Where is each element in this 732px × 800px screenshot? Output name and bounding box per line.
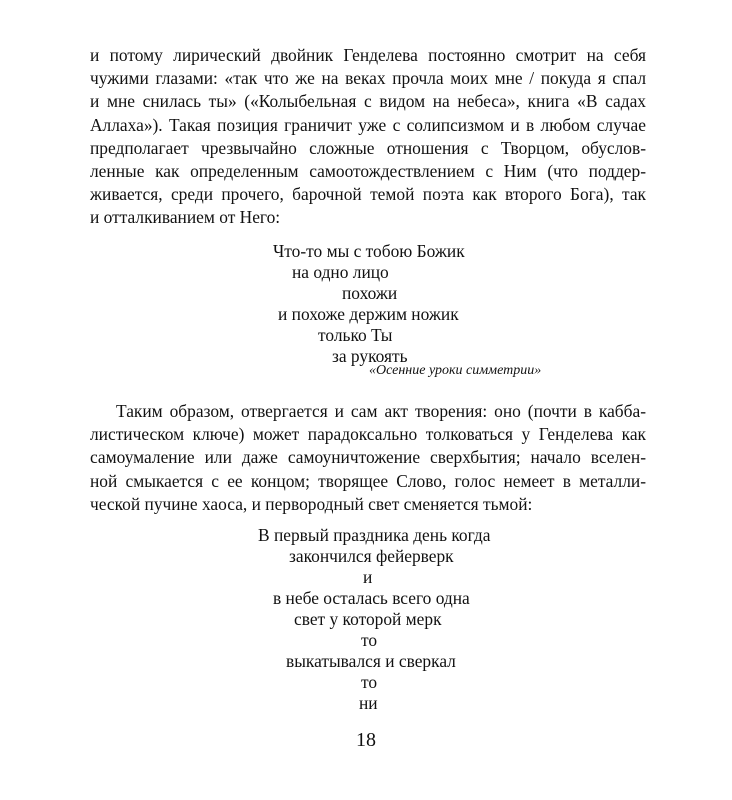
poem-attribution: «Осенние уроки симметрии» xyxy=(369,363,542,378)
verse-line: и xyxy=(363,567,373,587)
verse-line: свет у которой мерк xyxy=(294,609,442,629)
text-line: ческой пучине хаоса, и первородный свет сменяется тьмой: xyxy=(90,493,533,514)
verse-line: то xyxy=(361,672,378,692)
verse-line: то xyxy=(361,630,378,650)
verse-line: выкатывался и сверкал xyxy=(286,651,456,671)
text-line: и потому лирический двойник Генделева постоянно смотрит на себя xyxy=(90,45,646,65)
text-line: самоумаление или даже самоуничтожение сверхбытия; начало вселен- xyxy=(90,447,646,468)
verse-line: ни xyxy=(359,693,378,713)
verse-line: закончился фейерверк xyxy=(289,546,454,566)
text-line: Таким образом, отвергается и сам акт творения: оно (почти в кабба- xyxy=(116,401,646,421)
text-line: ленные как определенным самоотождествлением с Ним (что поддер- xyxy=(90,161,646,182)
verse-line: на одно лицо xyxy=(292,262,389,282)
text-line: и мне снилась ты» («Колыбельная с видом на небеса», книга «В садах xyxy=(90,91,646,112)
paragraph-2 xyxy=(90,400,646,516)
verse-line: в небе осталась всего одна xyxy=(273,588,470,608)
verse-line: В первый праздника день когда xyxy=(258,525,491,545)
paragraph-1 xyxy=(90,44,646,230)
verse-line: Что-то мы с тобою Божик xyxy=(273,241,465,261)
verse-line: похожи xyxy=(342,283,398,303)
text-line: предполагает чрезвычайно сложные отношения с Творцом, обуслов- xyxy=(90,137,646,158)
text-line: живается, среди прочего, барочной темой поэта как второго Бога), так xyxy=(90,184,646,205)
text-line: и отталкиванием от Него: xyxy=(90,207,281,228)
verse-line: за рукоять xyxy=(332,346,408,366)
verse-line: и похоже держим ножик xyxy=(278,304,459,324)
verse-line: только Ты xyxy=(318,325,393,345)
text-line: ной смыкается с ее концом; творящее Слово, голос немеет в металли- xyxy=(90,470,646,491)
page-number: 18 xyxy=(356,729,376,751)
text-line: листическом ключе) может парадоксально толковаться у Генделева как xyxy=(90,424,646,445)
text-line: Аллаха»). Такая позиция граничит уже с солипсизмом и в любом случае xyxy=(90,114,646,135)
text-line: чужими глазами: «так что же на веках прочла моих мне / покуда я спал xyxy=(90,68,646,89)
